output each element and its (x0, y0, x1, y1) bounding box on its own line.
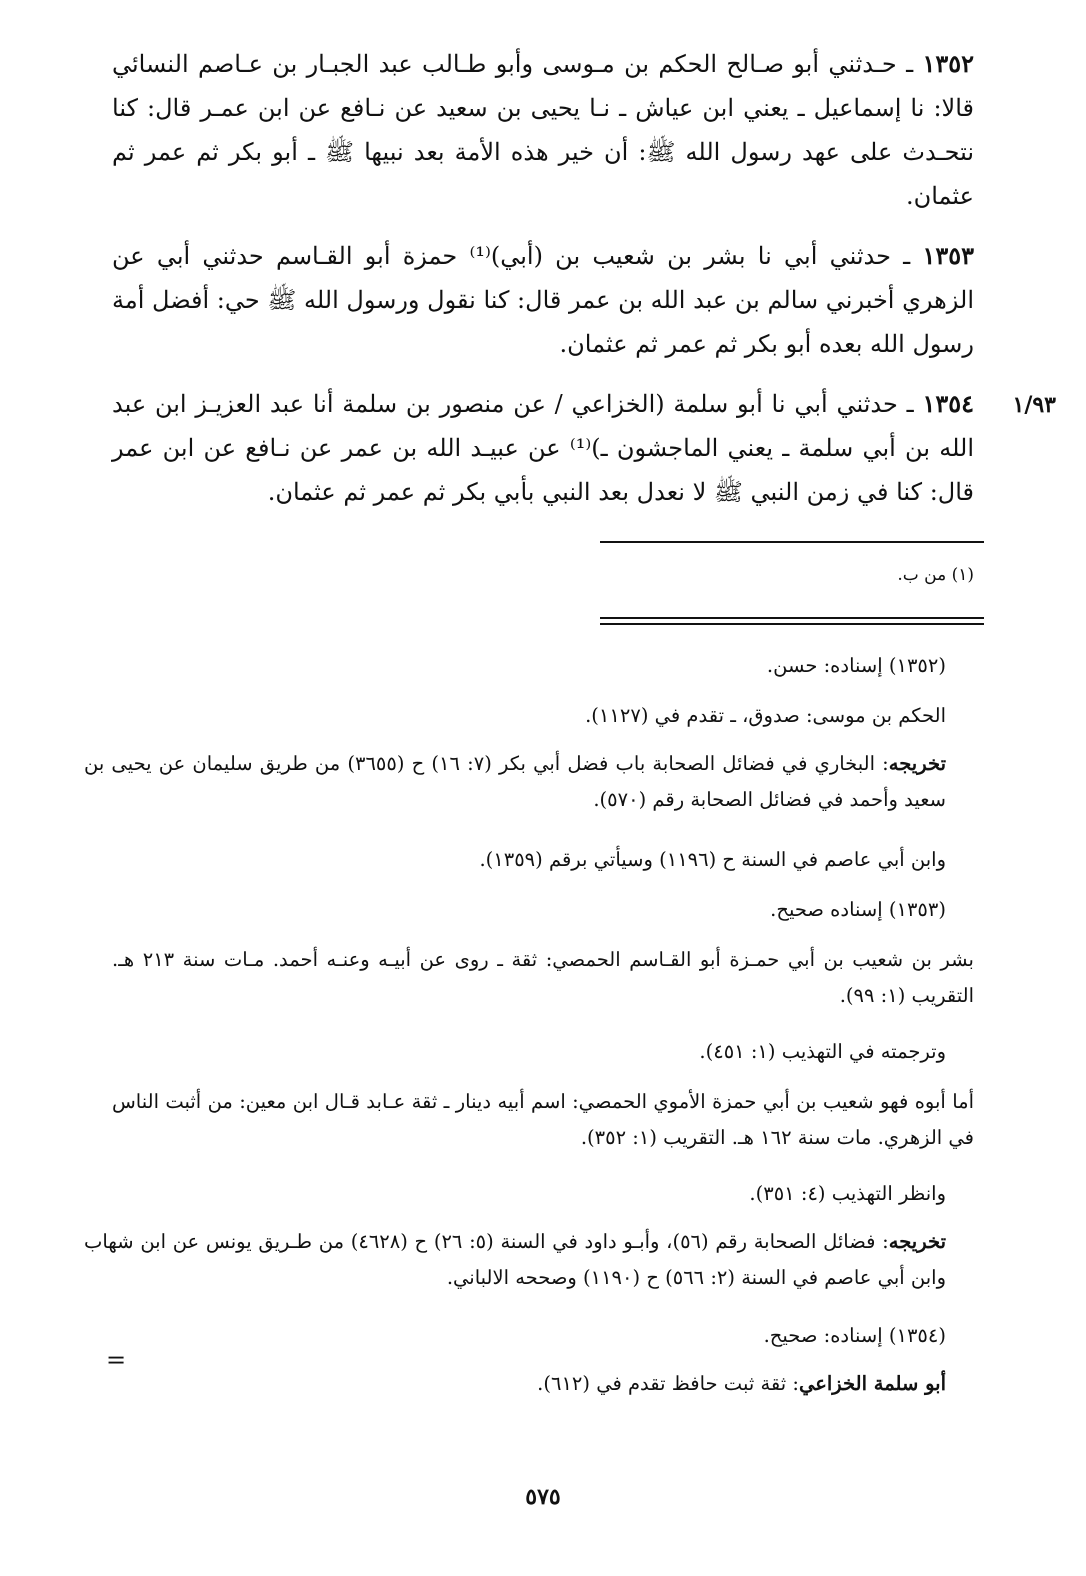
commentary-line (84, 1318, 974, 1354)
commentary-text: بشر بن شعيب بن أبي حمـزة أبو القـاسم الحمصي: ثقة ـ روى عن أبيـه وعنـه أحمد. مـات سنة ٢١٣ هـ. التقريب (١: ٩٩). (112, 948, 974, 1007)
commentary-line (84, 842, 974, 878)
hadith-text: ـ حدثني أبي نا أبو سلمة (الخزاعي / عن منصور بن سلمة أنا عبد العزيـز ابن عبد الله بن أبي سلمة ـ يعني الماجشون ـ)⁽¹⁾ عن عبيـد الله بن عمر عن نـافع عن ابن عمر قال: كنا في زمن النبي ﷺ لا نعدل بعد النبي بأبي بكر ثم عمر ثم عثمان. (112, 390, 974, 506)
commentary-line (84, 746, 974, 818)
hadith-number: ١٣٥٣ (922, 241, 974, 270)
commentary-text: : البخاري في فضائل الصحابة باب فضل أبي بكر (٧: ١٦) ح (٣٦٥٥) من طريق سليمان عن يحيى بن سعيد وأحمد في فضائل الصحابة رقم (٥٧٠). (84, 752, 946, 811)
commentary-line (112, 942, 974, 1014)
commentary-text: وانظر التهذيب (٤: ٣٥١). (749, 1182, 946, 1205)
commentary-lead: تخريجه (888, 1230, 946, 1253)
commentary-line (84, 648, 974, 684)
hadith-number: ١٣٥٤ (922, 389, 974, 418)
commentary-text: وترجمته في التهذيب (١: ٤٥١). (699, 1040, 946, 1063)
continuation-mark: = (106, 1346, 127, 1374)
hadith-1352 (112, 42, 974, 218)
commentary-line (84, 1034, 974, 1070)
commentary-text: وابن أبي عاصم في السنة ح (١١٩٦) وسيأتي برقم (١٣٥٩). (479, 848, 946, 871)
commentary-text: (١٣٥٤) إسناده: صحيح. (763, 1324, 946, 1347)
hadith-text: ـ حـدثني أبو صـالح الحكم بن مـوسى وأبو طـالب عبد الجبـار بن عـاصم النسائي قالا: نا إسماعيل ـ يعني ابن عياش ـ نـا يحيى بن سعيد عن نـافع عن ابن عمـر قال: كنا نتحـدث على عهد رسول الله ﷺ: أن خير هذه الأمة بعد نبيها ﷺ ـ أبو بكر ثم عمر ثم عثمان. (112, 50, 974, 210)
commentary-lead: تخريجه (888, 752, 946, 775)
hadith-number: ١٣٥٢ (922, 49, 975, 78)
hadith-1353 (112, 234, 974, 366)
commentary-text: : فضائل الصحابة رقم (٥٦)، وأبـو داود في السنة (٥: ٢٦) ح (٤٦٢٨) من طـريق يونس عن ابن شهاب وابن أبي عاصم في السنة (٢: ٥٦٦) ح (١١٩٠) وصححه الالباني. (84, 1230, 946, 1289)
commentary-line (84, 1176, 974, 1212)
commentary-line (112, 1084, 974, 1156)
commentary-text: (١٣٥٢) إسناده: حسن. (766, 654, 946, 677)
commentary-divider-bottom (600, 623, 984, 625)
footnote-divider (600, 541, 984, 543)
footnote: (١) من ب. (897, 565, 974, 585)
commentary-line (84, 1366, 974, 1402)
commentary-lead: أبو سلمة الخزاعي (798, 1372, 946, 1395)
commentary-line (84, 698, 974, 734)
page-number: ٥٧٥ (525, 1484, 561, 1510)
commentary-text: : ثقة ثبت حافظ تقدم في (٦١٢). (537, 1372, 799, 1395)
commentary-text: الحكم بن موسى: صدوق، ـ تقدم في (١١٢٧). (585, 704, 946, 727)
margin-folio-mark: ١/٩٣ (1012, 392, 1056, 418)
hadith-text: ـ حدثني أبي نا بشر بن شعيب بن (أبي)⁽¹⁾ حمزة أبو القـاسم حدثني أبي عن الزهري أخبرني سالم بن عبد الله بن عمر قال: كنا نقول ورسول الله ﷺ حي: أفضل أمة رسول الله بعده أبو بكر ثم عمر ثم عثمان. (112, 242, 974, 358)
hadith-1354 (112, 382, 974, 514)
commentary-text: (١٣٥٣) إسناده صحيح. (770, 898, 946, 921)
commentary-line (84, 1224, 974, 1296)
commentary-text: أما أبوه فهو شعيب بن أبي حمزة الأموي الحمصي: اسم أبيه دينار ـ ثقة عـابد قـال ابن معين: من أثبت الناس في الزهري. مات سنة ١٦٢ هـ. التقريب (١: ٣٥٢). (112, 1090, 974, 1149)
commentary-divider-top (600, 617, 984, 619)
commentary-line (84, 892, 974, 928)
